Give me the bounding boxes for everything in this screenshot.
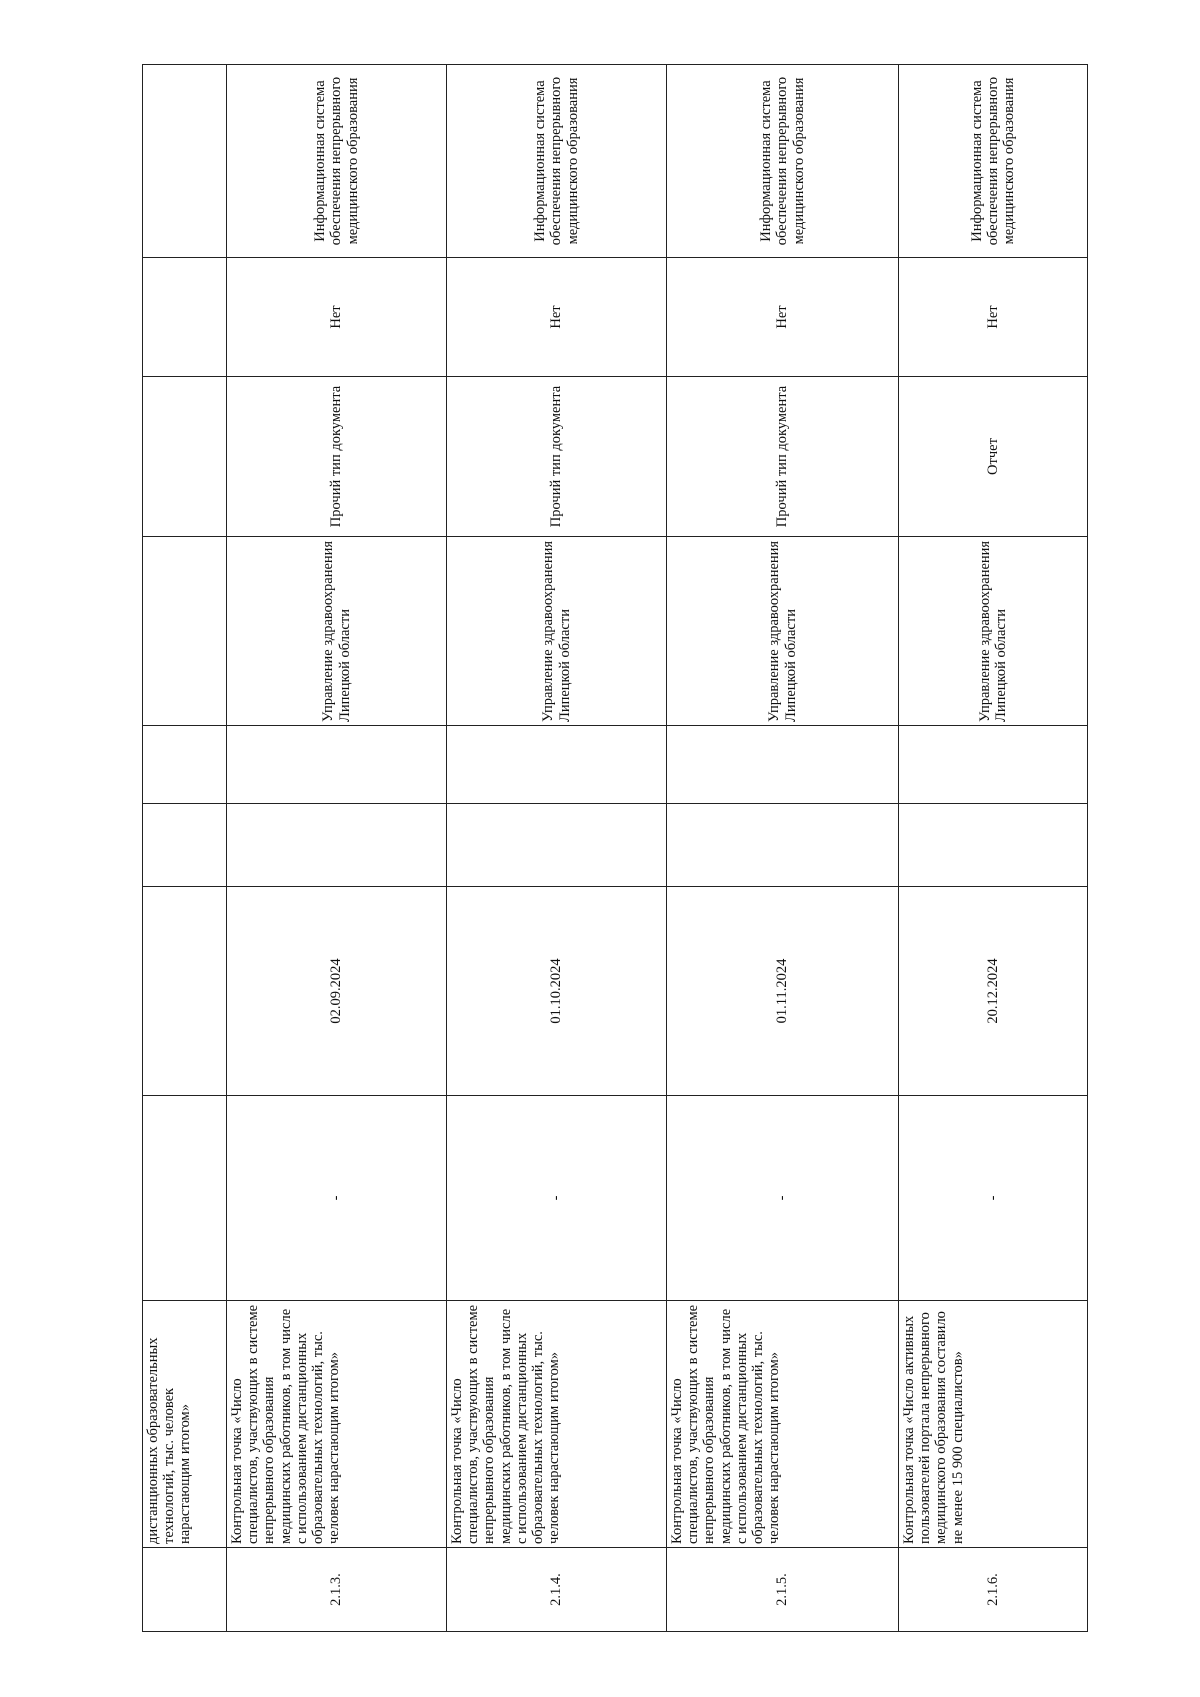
row-col5: [227, 804, 447, 887]
row-system: Информационная система обеспечения непрерывного медицинского образования: [899, 65, 1088, 258]
table-row: [899, 65, 1088, 1632]
row-doc: [143, 377, 227, 537]
row-col6: [667, 726, 899, 804]
row-system: Информационная система обеспечения непрерывного медицинского образования: [227, 65, 447, 258]
row-end: 01.11.2024: [667, 887, 899, 1096]
row-col6: [447, 726, 667, 804]
row-start: [143, 1096, 227, 1301]
row-number: [143, 1548, 227, 1632]
row-status: [143, 258, 227, 377]
table-row: [447, 65, 667, 1632]
row-doc: Прочий тип документа: [227, 377, 447, 537]
row-status: Нет: [447, 258, 667, 377]
row-start: -: [667, 1096, 899, 1301]
row-name: дистанционных образовательных технологий, тыс. человек нарастающим итогом»: [143, 1301, 227, 1548]
table-row: [667, 65, 899, 1632]
row-end: 02.09.2024: [227, 887, 447, 1096]
row-system: [143, 65, 227, 258]
row-col5: [143, 804, 227, 887]
row-number: 2.1.4.: [447, 1548, 667, 1632]
row-name: Контрольная точка «Число активных пользователей портала непрерывного медицинского образования составило не менее 15 900 специалистов»: [899, 1301, 1088, 1548]
row-number: 2.1.5.: [667, 1548, 899, 1632]
row-start: -: [899, 1096, 1088, 1301]
row-name: Контрольная точка «Число специалистов, участвующих в системе непрерывного образования медицинских работников, в том числе с использованием дистанционных образовательных технологий, тыс. человек нарастающим итогом»: [667, 1301, 899, 1548]
row-system: Информационная система обеспечения непрерывного медицинского образования: [447, 65, 667, 258]
row-number: 2.1.6.: [899, 1548, 1088, 1632]
row-col5: [667, 804, 899, 887]
row-number: 2.1.3.: [227, 1548, 447, 1632]
row-org: [143, 537, 227, 726]
plan-table: [142, 64, 1088, 1632]
row-status: Нет: [667, 258, 899, 377]
row-col6: [899, 726, 1088, 804]
row-system: Информационная система обеспечения непрерывного медицинского образования: [667, 65, 899, 258]
row-doc: Прочий тип документа: [447, 377, 667, 537]
row-status: Нет: [227, 258, 447, 377]
row-col6: [143, 726, 227, 804]
table-row: [143, 65, 227, 1632]
row-end: 20.12.2024: [899, 887, 1088, 1096]
row-col6: [227, 726, 447, 804]
row-org: Управление здравоохранения Липецкой области: [899, 537, 1088, 726]
rotated-page: [142, 65, 1087, 1632]
row-end: [143, 887, 227, 1096]
row-org: Управление здравоохранения Липецкой области: [667, 537, 899, 726]
row-start: -: [227, 1096, 447, 1301]
row-org: Управление здравоохранения Липецкой области: [447, 537, 667, 726]
row-doc: Прочий тип документа: [667, 377, 899, 537]
row-end: 01.10.2024: [447, 887, 667, 1096]
row-name: Контрольная точка «Число специалистов, участвующих в системе непрерывного образования медицинских работников, в том числе с использованием дистанционных образовательных технологий, тыс. человек нарастающим итогом»: [447, 1301, 667, 1548]
row-col5: [899, 804, 1088, 887]
row-col5: [447, 804, 667, 887]
row-status: Нет: [899, 258, 1088, 377]
row-org: Управление здравоохранения Липецкой области: [227, 537, 447, 726]
row-doc: Отчет: [899, 377, 1088, 537]
row-start: -: [447, 1096, 667, 1301]
row-name: Контрольная точка «Число специалистов, участвующих в системе непрерывного образования медицинских работников, в том числе с использованием дистанционных образовательных технологий, тыс. человек нарастающим итогом»: [227, 1301, 447, 1548]
table-row: [227, 65, 447, 1632]
